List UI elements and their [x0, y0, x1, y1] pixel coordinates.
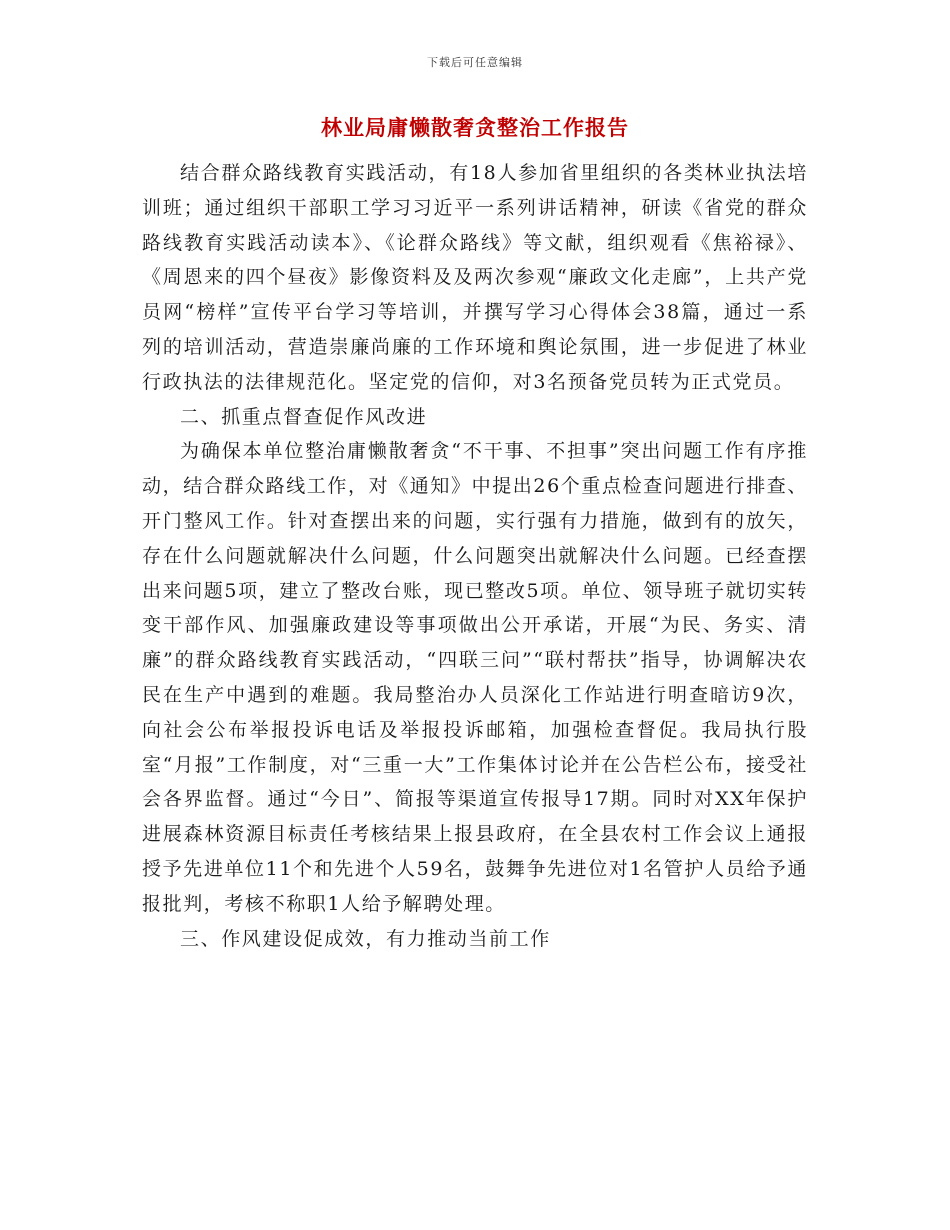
document-title: 林业局庸懒散奢贪整治工作报告	[321, 115, 629, 140]
document-body	[142, 156, 808, 956]
page-header-note: 下载后可任意编辑	[427, 56, 523, 69]
body-paragraph-1: 结合群众路线教育实践活动，有18人参加省里组织的各类林业执法培训班；通过组织干部职工学习习近平一系列讲话精神，研读《省党的群众路线教育实践活动读本》、《论群众路线》等文献，组织观看《焦裕禄》、《周恩来的四个昼夜》影像资料及及两次参观“廉政文化走廊”，上共产党员网“榜样”宣传平台学习等培训，并撰写学习心得体会38篇，通过一系列的培训活动，营造崇廉尚廉的工作环境和舆论氛围，进一步促进了林业行政执法的法律规范化。坚定党的信仰，对3名预备党员转为正式党员。	[142, 162, 808, 393]
section-heading-3: 三、作风建设促成效，有力推动当前工作	[180, 927, 551, 950]
section-heading-2: 二、抓重点督查促作风改进	[180, 405, 428, 428]
body-paragraph-2: 为确保本单位整治庸懒散奢贪“不干事、不担事”突出问题工作有序推动，结合群众路线工作，对《通知》中提出26个重点检查问题进行排查、开门整风工作。针对查摆出来的问题，实行强有力措施，做到有的放矢，存在什么问题就解决什么问题，什么问题突出就解决什么问题。已经查摆出来问题5项，建立了整改台账，现已整改5项。单位、领导班子就切实转变干部作风、加强廉政建设等事项做出公开承诺，开展“为民、务实、清廉”的群众路线教育实践活动，“四联三问”“联村帮扶”指导，协调解决农民在生产中遇到的难题。我局整治办人员深化工作站进行明查暗访9次，向社会公布举报投诉电话及举报投诉邮箱，加强检查督促。我局执行股室“月报”工作制度，对“三重一大”工作集体讨论并在公告栏公布，接受社会各界监督。通过“今日”、简报等渠道宣传报导17期。同时对XX年保护进展森林资源目标责任考核结果上报县政府，在全县农村工作会议上通报授予先进单位11个和先进个人59名，鼓舞争先进位对1名管护人员给予通报批判，考核不称职1人给予解聘处理。	[142, 440, 808, 915]
